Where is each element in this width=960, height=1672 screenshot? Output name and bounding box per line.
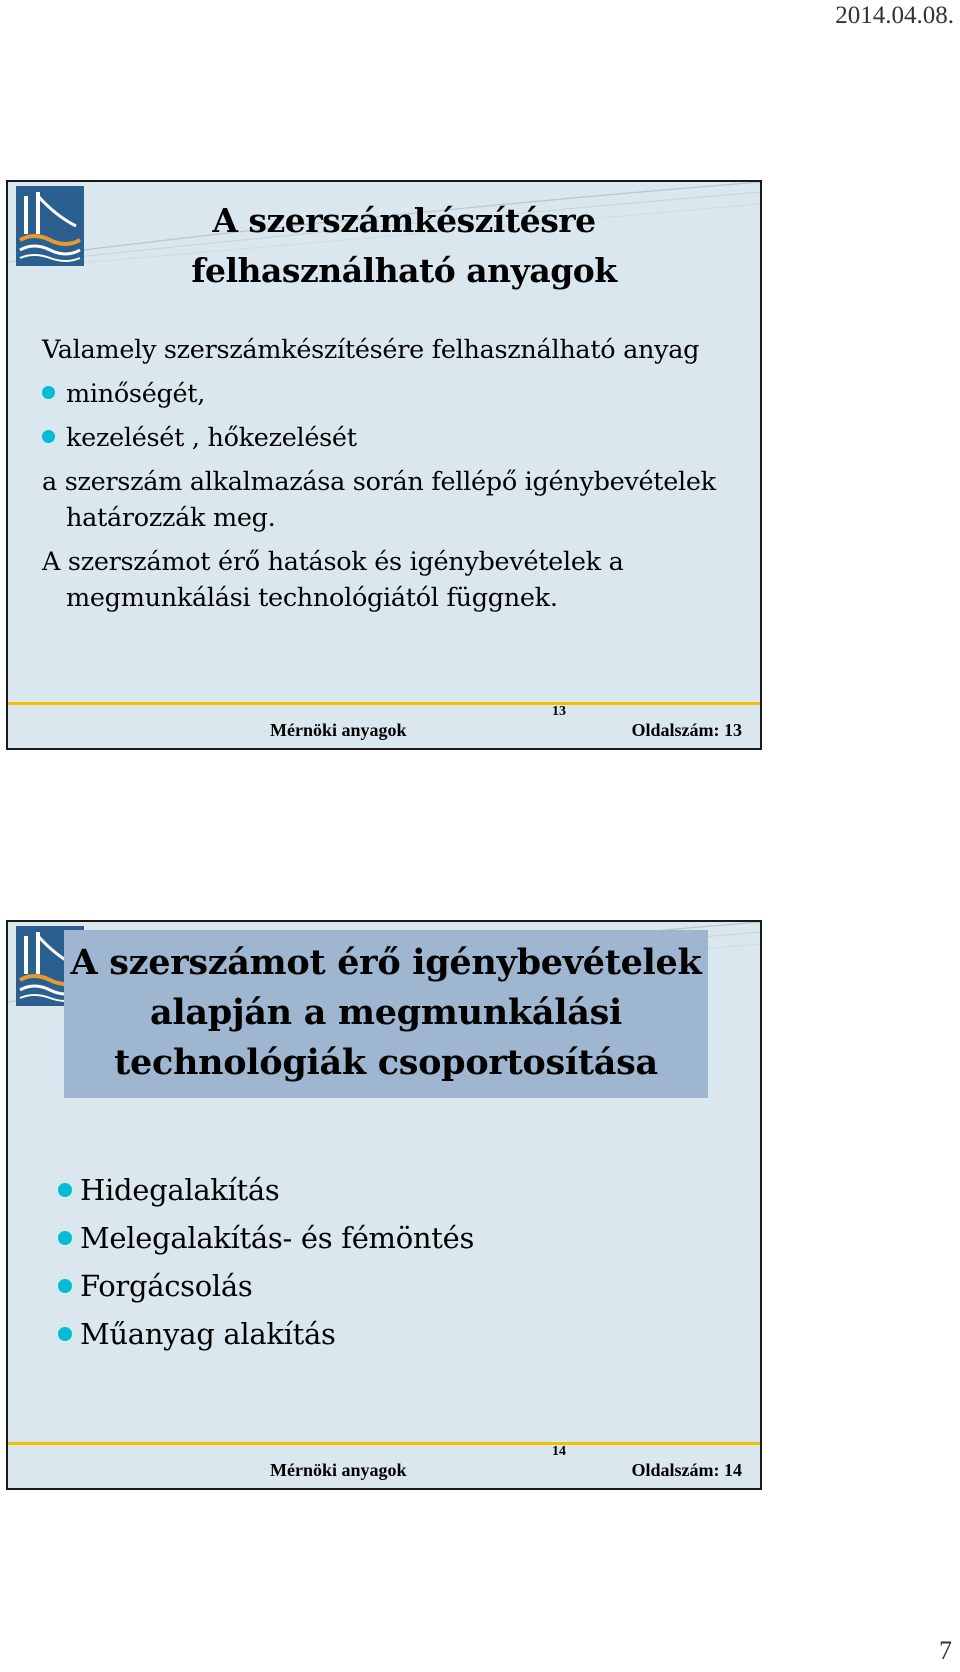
intro-paragraph: Valamely szerszámkészítésére felhasználható anyag <box>42 335 700 365</box>
body-paragraph: A szerszámot érő hatások és igénybevételek a megmunkálási technológiától függnek. <box>42 547 624 613</box>
list-item <box>42 376 740 412</box>
bullet-dot-icon <box>42 386 55 399</box>
footer-slide-number: 13 <box>552 704 566 719</box>
list-item <box>58 1310 474 1358</box>
list-item-text: Forgácsolás <box>80 1269 253 1303</box>
slide-13 <box>6 180 762 750</box>
footer-divider <box>8 702 760 705</box>
body-paragraph: a szerszám alkalmazása során fellépő igénybevételek határozzák meg. <box>42 467 716 533</box>
bullet-dot-icon <box>58 1183 72 1197</box>
footer-course-title: Mérnöki anyagok <box>270 720 407 740</box>
bridge-logo-icon <box>16 186 84 266</box>
bullet-dot-icon <box>58 1231 72 1245</box>
list-item-text: Hidegalakítás <box>80 1173 280 1207</box>
list-item <box>58 1262 474 1310</box>
bullet-dot-icon <box>58 1327 72 1341</box>
slide-body <box>58 1166 474 1358</box>
bullet-dot-icon <box>42 430 55 443</box>
list-item-text: minőségét, <box>66 379 206 409</box>
footer-page-label: Oldalszám: 14 <box>631 1460 742 1480</box>
slide-title-line: A szerszámot érő igénybevételek <box>70 942 702 983</box>
slide-title-line: technológiák csoportosítása <box>114 1042 658 1083</box>
list-item <box>42 420 740 456</box>
list-item-text: Műanyag alakítás <box>80 1317 336 1351</box>
bullet-dot-icon <box>58 1279 72 1293</box>
slide-title-line: alapján a megmunkálási <box>150 992 622 1033</box>
slide-title <box>108 196 700 296</box>
slide-title-line: A szerszámkészítésre <box>212 201 596 240</box>
slide-title-line: felhasználható anyagok <box>191 251 617 290</box>
footer-course-title: Mérnöki anyagok <box>270 1460 407 1480</box>
slide-body <box>42 332 740 624</box>
page-date: 2014.04.08. <box>835 2 954 29</box>
list-item-text: Melegalakítás- és fémöntés <box>80 1221 475 1255</box>
page-number: 7 <box>939 1636 952 1665</box>
footer-divider <box>8 1442 760 1445</box>
slide-14 <box>6 920 762 1490</box>
list-item <box>58 1166 474 1214</box>
slide-title-box <box>64 930 708 1098</box>
list-item <box>58 1214 474 1262</box>
footer-slide-number: 14 <box>552 1444 566 1459</box>
list-item-text: kezelését , hőkezelését <box>66 423 357 453</box>
footer-page-label: Oldalszám: 13 <box>631 720 742 740</box>
